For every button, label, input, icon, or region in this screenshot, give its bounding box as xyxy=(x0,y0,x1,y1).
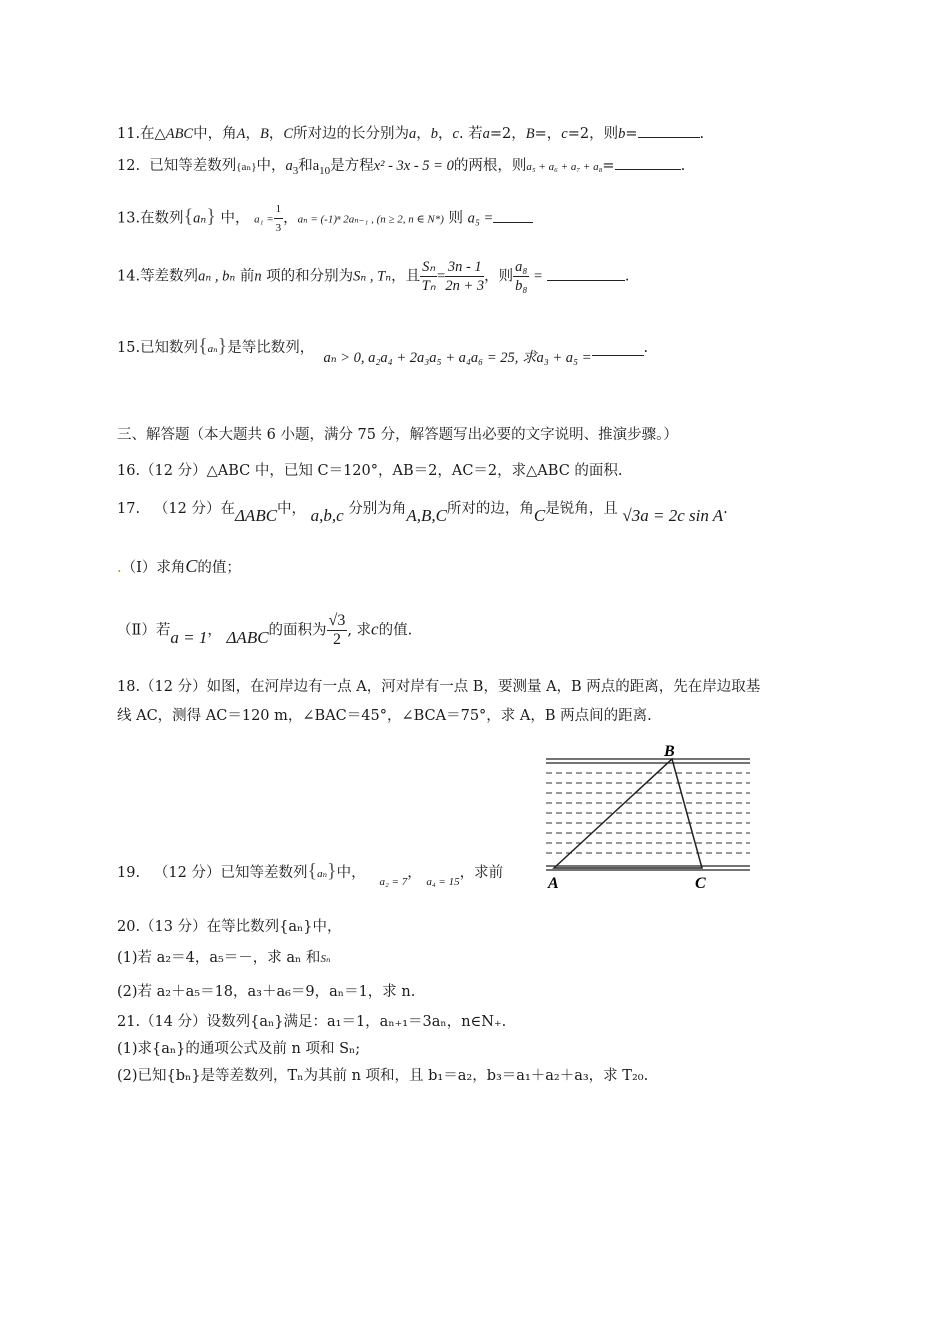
fraction-ratio: $\frac{3n - 1}{2n + 3}$ xyxy=(445,259,485,294)
question-16: 16.（12 分）△ABC 中，已知 C＝120°，AB＝2，AC＝2，求△ABC 的面积. xyxy=(117,463,623,479)
question-17-part-1: .（Ⅰ）求角C的值； xyxy=(117,556,241,576)
question-21: 21.（14 分）设数列{aₙ}满足：a₁＝1，aₙ₊₁＝3aₙ，n∈N₊. xyxy=(117,1014,507,1030)
answer-blank xyxy=(615,155,681,170)
question-20-part-2: (2)若 a₂＋a₅＝18，a₃＋a₆＝9，aₙ＝1，求 n. xyxy=(117,984,416,1000)
question-12: 12. 已知等差数列{aₙ}中，$a_3$和$a_{10}$是方程x² - 3x - 5 = 0的两根，则a₅ + a₆ + a₇ + a₈= . xyxy=(117,155,685,181)
label-a: A xyxy=(548,875,559,892)
question-20: 20.（13 分）在等比数列{aₙ}中， xyxy=(117,919,342,935)
question-11: 11.在△ABC中，角A，B，C所对边的长分别为a，b，c. 若a=2，B=，c=2，则b= . xyxy=(117,123,704,144)
fraction-sqrt3-over-2: $\frac{√3}{2}$ xyxy=(328,612,346,648)
river-water-hatching xyxy=(546,773,750,853)
question-18-line-1: 18.（12 分）如图，在河岸边有一点 A，河对岸有一点 B，要测量 A，B 两点的距离，先在岸边取基 xyxy=(117,679,761,695)
question-20-part-1: (1)若 a₂＝4，a₅＝－，求 aₙ 和Sₙ xyxy=(117,950,331,966)
fraction-one-third: $\frac{1}{3}$ xyxy=(274,200,284,237)
answer-blank xyxy=(592,341,644,356)
question-14: 14.等差数列aₙ , bₙ 前n 项的和分别为Sₙ , Tₙ，且 $\frac{\text{Sₙ}}{\text{Tₙ}}$ = $\frac{3n - 1}{2n + 3}$ ，则 $\frac{\text{a₈}}{\text{b₈}}$ = . xyxy=(117,259,630,294)
answer-blank xyxy=(547,266,625,281)
fraction-a8-over-b8: $\frac{\text{a₈}}{\text{b₈}}$ xyxy=(515,259,528,294)
question-18-line-2: 线 AC，测得 AC＝120 m，∠BAC＝45°，∠BCA＝75°，求 A，B 两点间的距离. xyxy=(117,708,652,724)
river-triangle-figure xyxy=(544,742,752,892)
river-top-bank xyxy=(546,759,750,763)
label-b: B xyxy=(664,743,675,760)
question-13: 13.在数列{aₙ} 中， a₁ = $\frac{1}{3}$ ，aₙ = (-1)ⁿ 2aₙ₋₁ , (n ≥ 2, n ∈ N*) 则 a₅ = xyxy=(117,200,533,237)
fraction-s-over-t: $\frac{\text{Sₙ}}{\text{Tₙ}}$ xyxy=(421,259,436,294)
answer-blank xyxy=(638,123,700,138)
question-17: 17. （12 分）在ΔABC中， a,b,c 分别为角A,B,C所对的边，角C是锐角，且 √3a = 2c sin A. xyxy=(117,501,728,525)
question-21-part-1: (1)求{aₙ}的通项公式及前 n 项和 Sₙ; xyxy=(117,1041,361,1057)
question-15: 15.已知数列{aₙ}是等比数列， aₙ > 0, a₂a₄ + 2a₃a₅ + a₄a₆ = 25, 求a₃ + a₅ =. xyxy=(117,335,649,366)
question-19: 19. （12 分）已知等差数列{aₙ}中， $_{a_2 = 7}$， $_{a_4 = 15}$，求前 xyxy=(117,860,504,888)
answer-blank xyxy=(493,208,533,223)
label-c: C xyxy=(695,875,706,892)
question-17-part-2: （Ⅱ）若a = 1， ΔABC的面积为 $\frac{√3}{2}$ , 求c的值. xyxy=(117,612,413,648)
section-3-heading: 三、解答题（本大题共 6 小题，满分 75 分，解答题写出必要的文字说明、推演步骤。） xyxy=(117,427,678,443)
question-21-part-2: (2)已知{bₙ}是等差数列，Tₙ为其前 n 项和，且 b₁＝a₂，b₃＝a₁＋a₂＋a₃，求 T₂₀. xyxy=(117,1068,649,1084)
